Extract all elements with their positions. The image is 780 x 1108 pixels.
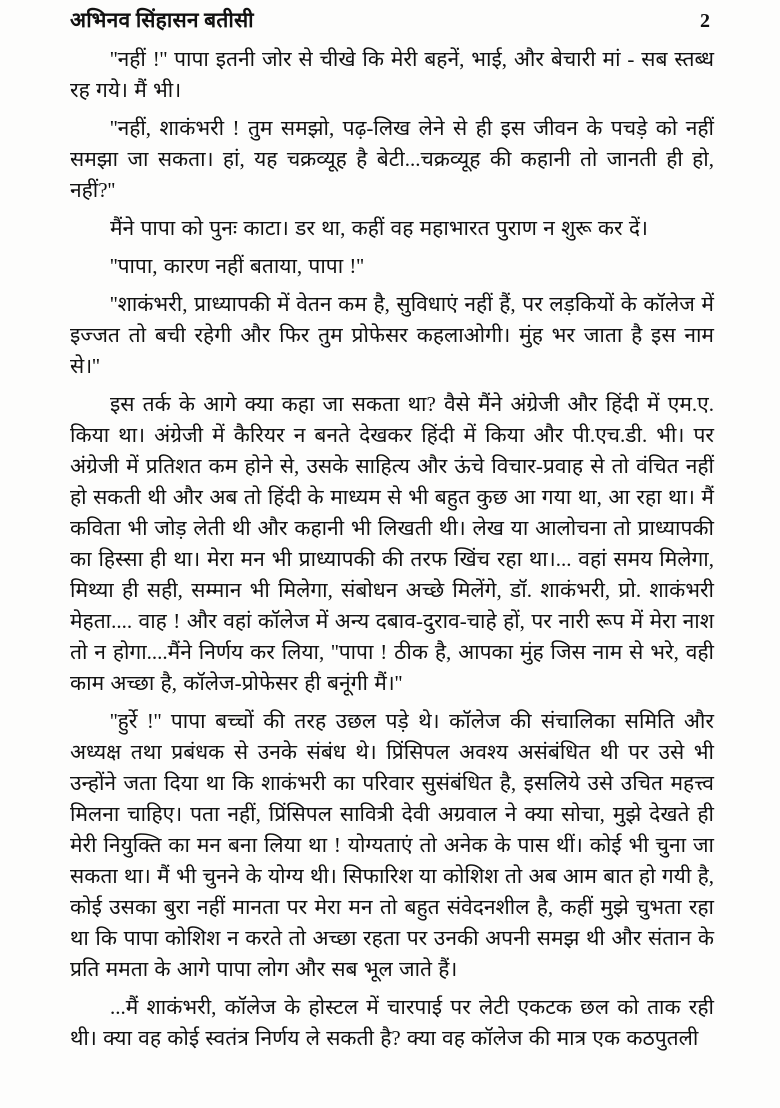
paragraph: ''शाकंभरी, प्राध्यापकी में वेतन कम है, सुविधाएं नहीं हैं, पर लड़कियों के कॉलेज में इज्जत तो बची रहेगी और फिर तुम प्रोफेसर कहलाओगी। मुंह भर जाता है इस नाम से।'' bbox=[70, 292, 714, 378]
paragraph: इस तर्क के आगे क्या कहा जा सकता था? वैसे मैंने अंग्रेजी और हिंदी में एम.ए. किया था। अंग्रेजी में कैरियर न बनते देखकर हिंदी में किया और पी.एच.डी. भी। पर अंग्रेजी में प्रतिशत कम होने से, उसके साहित्य और ऊंचे विचार-प्रवाह से तो वंचित नहीं हो सकती थी और अब तो हिंदी के माध्यम से भी बहुत कुछ आ गया था, आ रहा था। मैं कविता भी जोड़ लेती थी और कहानी भी लिखती थी। लेख या आलोचना तो प्राध्यापकी का हिस्सा ही था। मेरा मन भी प्राध्यापकी की तरफ खिंच रहा था।... वहां समय मिलेगा, मिथ्या ही सही, सम्मान भी मिलेगा, संबोधन अच्छे मिलेंगे, डॉ. शाकंभरी, प्रो. शाकंभरी मेहता.... वाह ! और वहां कॉलेज में अन्य दबाव-दुराव-चाहे हों, पर नारी रूप में मेरा नाश तो न होगा....मैंने निर्णय कर लिया, ''पापा ! ठीक है, आपका मुंह जिस नाम से भरे, वही काम अच्छा है, कॉलेज-प्रोफेसर ही बनूंगी मैं।'' bbox=[70, 392, 714, 695]
page-number: 2 bbox=[700, 10, 710, 32]
paragraph: ''पापा, कारण नहीं बताया, पापा !'' bbox=[110, 254, 364, 278]
paragraph: ''नहीं, शाकंभरी ! तुम समझो, पढ़-लिख लेने से ही इस जीवन के पचड़े को नहीं समझा जा सकता। हां, यह चक्रव्यूह है बेटी...चक्रव्यूह की कहानी तो जानती ही हो, नहीं?'' bbox=[70, 116, 714, 202]
paragraph: मैंने पापा को पुनः काटा। डर था, कहीं वह महाभारत पुराण न शुरू कर दें। bbox=[110, 216, 648, 240]
body-text bbox=[70, 44, 714, 1054]
paragraph: ''नहीं !'' पापा इतनी जोर से चीखे कि मेरी बहनें, भाई, और बेचारी मां - सब स्तब्ध रह गये। मैं भी। bbox=[70, 47, 714, 102]
paragraph: ''हुर्रे !'' पापा बच्चों की तरह उछल पड़े थे। कॉलेज की संचालिका समिति और अध्यक्ष तथा प्रबंधक से उनके संबंध थे। प्रिंसिपल अवश्य असंबंधित थी पर उसे भी उन्होंने जता दिया था कि शाकंभरी का परिवार सुसंबंधित है, इसलिये उसे उचित महत्त्व मिलना चाहिए। पता नहीं, प्रिंसिपल सावित्री देवी अग्रवाल ने क्या सोचा, मुझे देखते ही मेरी नियुक्ति का मन बना लिया था ! योग्यताएं तो अनेक के पास थीं। कोई भी चुना जा सकता था। मैं भी चुनने के योग्य थी। सिफारिश या कोशिश तो अब आम बात हो गयी है, कोई उसका बुरा नहीं मानता पर मेरा मन तो बहुत संवेदनशील है, कहीं मुझे चुभता रहा था कि पापा कोशिश न करते तो अच्छा रहता पर उनकी अपनी समझ थी और संतान के प्रति ममता के आगे पापा लोग और सब भूल जाते हैं। bbox=[70, 709, 714, 981]
running-title: अभिनव सिंहासन बतीसी bbox=[70, 8, 254, 32]
page-header bbox=[70, 6, 714, 34]
paragraph: ...मैं शाकंभरी, कॉलेज के होस्टल में चारपाई पर लेटी एकटक छल को ताक रही थी। क्या वह कोई स्वतंत्र निर्णय ले सकती है? क्या वह कॉलेज की मात्र एक कठपुतली bbox=[70, 995, 714, 1050]
